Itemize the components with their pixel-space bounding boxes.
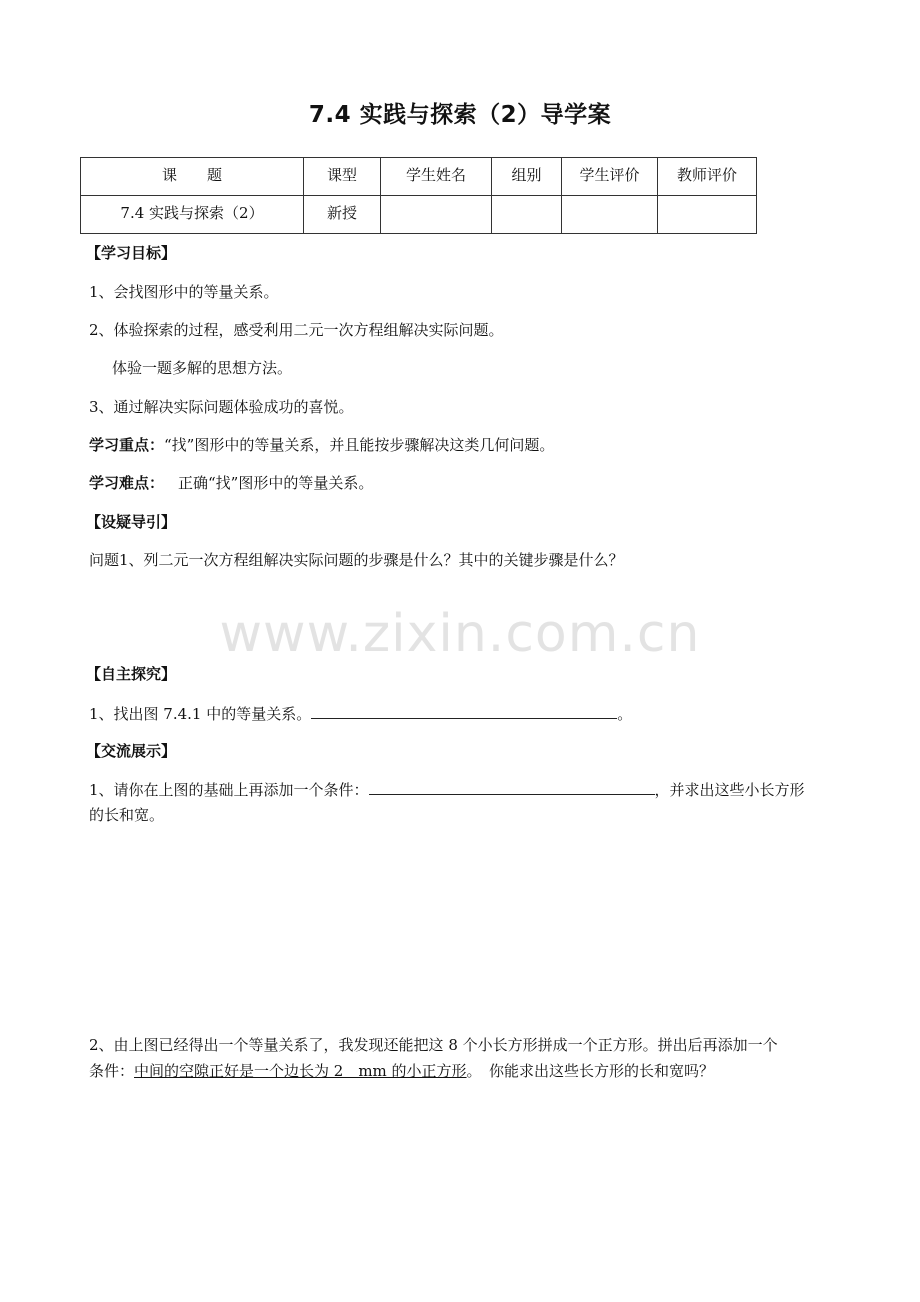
goal-item-2b: 体验一题多解的思想方法。 <box>112 359 293 377</box>
watermark: www.zixin.com.cn <box>219 604 701 664</box>
exchange-item-1 <box>89 778 805 800</box>
exchange-item-1-suffix: ，并求出这些小长方形 <box>654 781 805 799</box>
goal-item-3: 3、通过解决实际问题体验成功的喜悦。 <box>89 398 354 416</box>
header-group: 组别 <box>492 158 562 196</box>
cell-group[interactable] <box>492 196 562 234</box>
exchange-item-2-suffix: 。 你能求出这些长方形的长和宽吗？ <box>466 1062 715 1080</box>
difficulty-text: 正确“找”图形中的等量关系。 <box>178 474 374 492</box>
goal-item-1: 1、会找图形中的等量关系。 <box>89 283 279 301</box>
header-student-name: 学生姓名 <box>381 158 492 196</box>
key-point-label: 学习重点： <box>89 436 165 454</box>
cell-student-eval[interactable] <box>562 196 658 234</box>
guide-question-1: 问题1、列二元一次方程组解决实际问题的步骤是什么？其中的关键步骤是什么？ <box>89 551 624 569</box>
header-teacher-eval: 教师评价 <box>658 158 757 196</box>
cell-lesson-type: 新授 <box>304 196 381 234</box>
difficulty-point <box>89 472 373 493</box>
goal-item-2: 2、体验探索的过程，感受利用二元一次方程组解决实际问题。 <box>89 321 504 339</box>
guide-heading: 【设疑导引】 <box>86 513 177 531</box>
header-student-eval: 学生评价 <box>562 158 658 196</box>
exchange-heading: 【交流展示】 <box>86 742 177 760</box>
explore-item-1-suffix: 。 <box>617 705 633 723</box>
cell-topic: 7.4 实践与探索（2） <box>81 196 304 234</box>
table-row <box>81 196 757 234</box>
explore-item-1 <box>89 702 632 724</box>
cell-student-name[interactable] <box>381 196 492 234</box>
exchange-item-2-line2 <box>89 1060 714 1081</box>
key-point <box>89 434 554 455</box>
answer-blank-1[interactable] <box>311 702 617 719</box>
exchange-item-2-line1: 2、由上图已经得出一个等量关系了，我发现还能把这 8 个小长方形拼成一个正方形。拼出后再添加一个 <box>89 1036 778 1054</box>
header-topic: 课 题 <box>81 158 304 196</box>
answer-blank-2[interactable] <box>369 778 655 795</box>
lesson-info-table <box>80 157 757 234</box>
cell-teacher-eval[interactable] <box>658 196 757 234</box>
key-point-text: “找”图形中的等量关系，并且能按步骤解决这类几何问题。 <box>164 436 555 454</box>
exchange-item-2-condition: 中间的空隙正好是一个边长为 2 mm 的小正方形 <box>134 1062 467 1080</box>
table-header-row <box>81 158 757 196</box>
exchange-item-1-text: 1、请你在上图的基础上再添加一个条件： <box>89 781 369 799</box>
difficulty-label: 学习难点： <box>89 474 165 492</box>
goals-heading: 【学习目标】 <box>86 244 177 262</box>
header-lesson-type: 课型 <box>304 158 381 196</box>
explore-item-1-text: 1、找出图 7.4.1 中的等量关系。 <box>89 705 312 723</box>
document-title: 7.4 实践与探索（2）导学案 <box>308 102 612 128</box>
exchange-item-2-prefix: 条件： <box>89 1062 135 1080</box>
explore-heading: 【自主探究】 <box>86 665 177 683</box>
exchange-item-1-line2: 的长和宽。 <box>89 806 165 824</box>
